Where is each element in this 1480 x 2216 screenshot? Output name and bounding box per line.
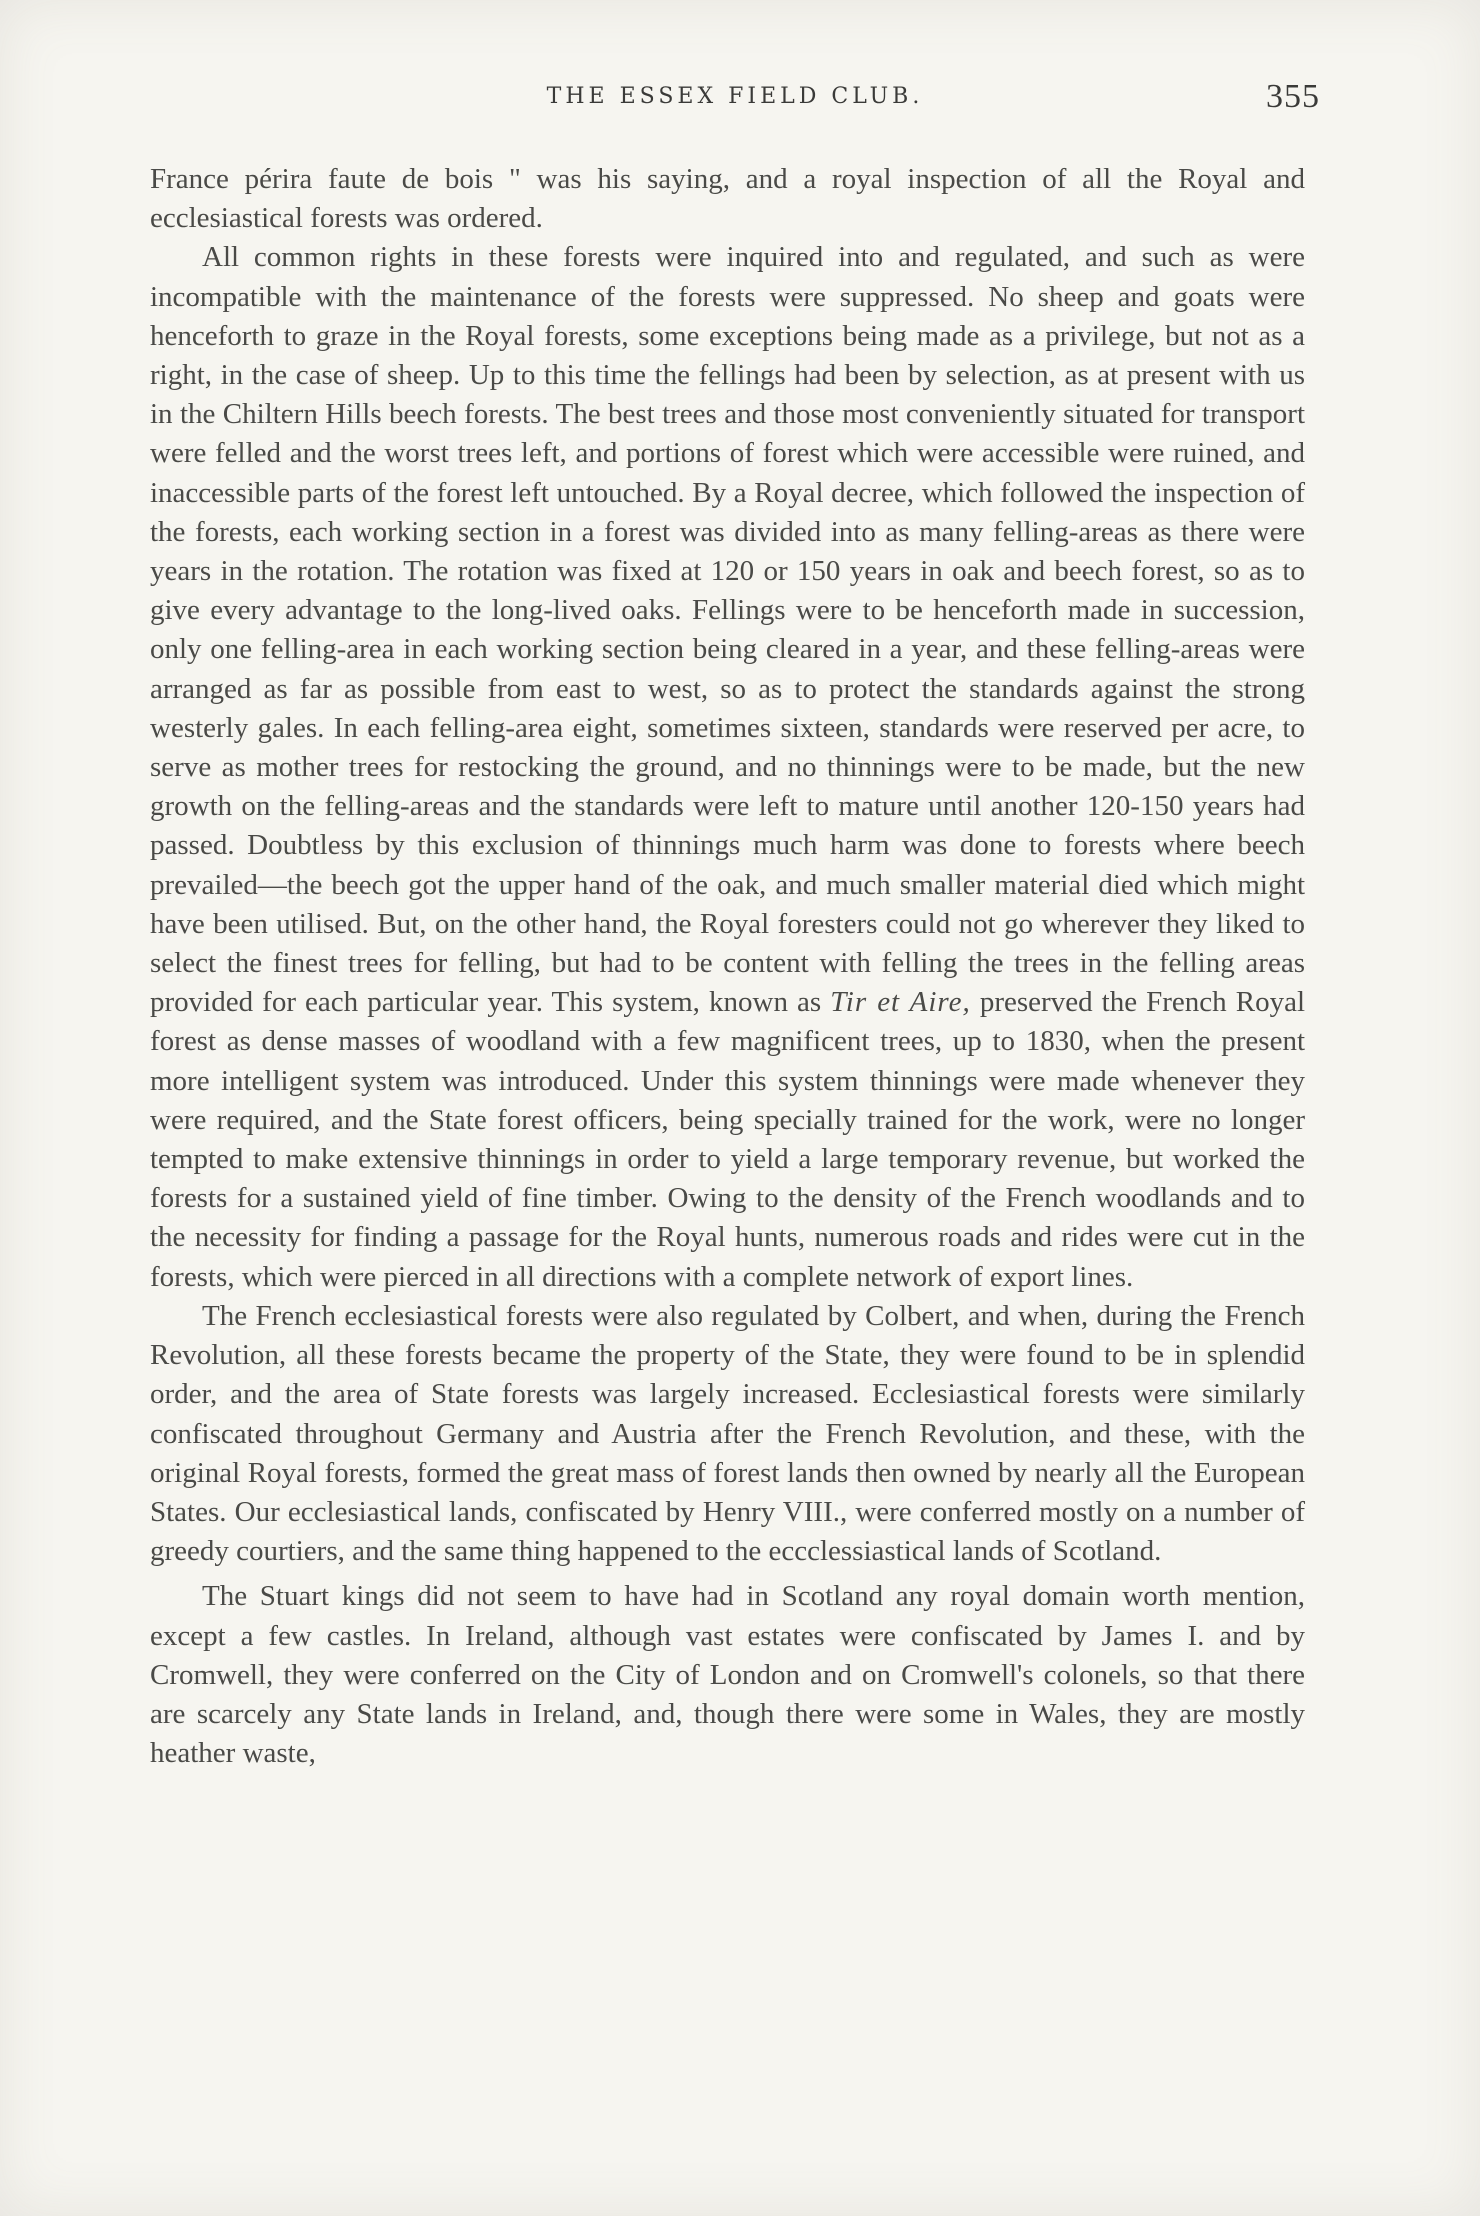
- page-number: 355: [1266, 78, 1320, 115]
- paragraph-2-part-2: preserved the French Royal forest as dense masses of woodland with a few magnificent trees, up to 1830, when the present more intelligent system was introduced. Under this system thinnings were made whenever they were required, and the State forest officers, being specially trained for the work, were no longer tempted to make extensive thinnings in order to yield a large temporary revenue, but worked the forests for a sustained yield of fine timber. Owing to the density of the French woodlands and to the necessity for finding a passage for the Royal hunts, numerous roads and rides were cut in the forests, which were pierced in all directions with a complete network of export lines.: [150, 986, 1306, 1293]
- paragraph-3: The French ecclesiastical forests were also regulated by Colbert, and when, during the French Revolution, all these forests became the property of the State, they were found to be in splendid order, and the area of State forests was largely increased. Ecclesiastical forests were similarly confiscated throughout Germany and Austria after the French Revolution, and these, with the original Royal forests, formed the great mass of forest lands then owned by nearly all the European States. Our ecclesiastical lands, confiscated by Henry VIII., were conferred mostly on a number of greedy courtiers, and the same thing happened to the eccclessiastical lands of Scotland.: [150, 1299, 1305, 1568]
- paragraph-4: The Stuart kings did not seem to have had in Scotland any royal domain worth mention, except a few castles. In Ireland, although vast estates were confiscated by James I. and by Cromwell, they were conferred on the City of London and on Cromwell's colonels, so that there are scarcely any State lands in Ireland, and, though there were some in Wales, they are mostly heather waste,: [150, 1580, 1305, 1770]
- paragraph-2-part-1: All common rights in these forests were inquired into and regulated, and such as were incompatible with the maintenance of the forests were suppressed. No sheep and goats were henceforth to graze in the Royal forests, some exceptions being made as a privilege, but not as a right, in the case of sheep. Up to this time the fellings had been by selection, as at present with us in the Chiltern Hills beech forests. The best trees and those most conveniently situated for transport were felled and the worst trees left, and portions of forest which were accessible were ruined, and inaccessible parts of the forest left untouched. By a Royal decree, which followed the inspection of the forests, each working section in a forest was divided into as many felling-areas as there were years in the rotation. The rotation was fixed at 120 or 150 years in oak and beech forest, so as to give every advantage to the long-lived oaks. Fellings were to be henceforth made in succession, only one felling-area in each working section being cleared in a year, and these felling-areas were arranged as far as possible from east to west, so as to protect the standards against the strong westerly gales. In each felling-area eight, sometimes sixteen, standards were reserved per acre, to serve as mother trees for restocking the ground, and no thinnings were to be made, but the new growth on the felling-areas and the standards were left to mature until another 120-150 years had passed. Doubtless by this exclusion of thinnings much harm was done to forests where beech prevailed—the beech got the upper hand of the oak, and much smaller material died which might have been utilised. But, on the other hand, the Royal foresters could not go wherever they liked to select the finest trees for felling, but had to be content with felling the trees in the felling areas provided for each particular year. This system, known as: [150, 241, 1305, 1019]
- paragraph-2: [150, 238, 1305, 1296]
- tir-et-aire-term: Tir et Aire,: [830, 986, 971, 1019]
- paragraph-1: France périra faute de bois " was his saying, and a royal inspection of all the Royal and ecclesiastical forests was ordered.: [150, 163, 1305, 235]
- body-text: [150, 160, 1305, 1773]
- running-title: THE ESSEX FIELD CLUB.: [546, 84, 924, 109]
- page-header: [150, 78, 1320, 128]
